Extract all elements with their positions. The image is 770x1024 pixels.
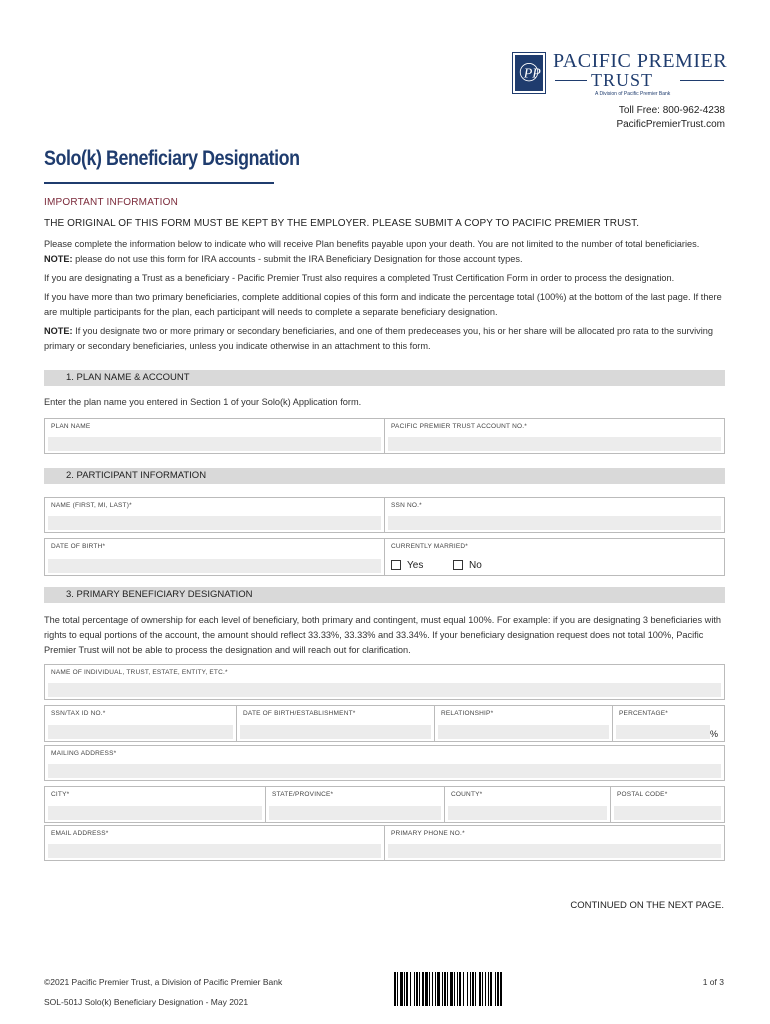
- beneficiary-relationship-field[interactable]: RELATIONSHIP*: [435, 706, 613, 741]
- info-paragraph-1: Please complete the information below to indicate who will receive Plan benefits payable upon your death. You are not limited to the number of total beneficiaries. NOTE: please do not use this form for IRA accounts - submit the IRA Beneficiary Designation for those account types.: [44, 239, 700, 264]
- title-underline: [44, 182, 274, 184]
- percent-sign: %: [709, 729, 718, 739]
- barcode-bar: [502, 972, 503, 1006]
- city-input[interactable]: [48, 806, 262, 820]
- beneficiary-dob-input[interactable]: [240, 725, 431, 739]
- postal-code-input[interactable]: [614, 806, 721, 820]
- page-number: 1 of 3: [702, 977, 724, 987]
- info-paragraph-3: If you have more than two primary beneficiaries, complete additional copies of this form and indicate the percentage total (100%) at the bottom of the last page. If there are multiple participants for the plan, each participant will needs to complete a separate beneficiary designation.: [44, 292, 722, 317]
- footer-copyright: ©2021 Pacific Premier Trust, a Division of Pacific Premier Bank: [44, 977, 283, 987]
- beneficiary-name-input[interactable]: [48, 683, 721, 697]
- beneficiary-ssn-input[interactable]: [48, 725, 233, 739]
- phone-input[interactable]: [388, 844, 721, 858]
- married-yes-option[interactable]: Yes: [391, 560, 423, 571]
- plan-name-input[interactable]: [48, 437, 381, 451]
- beneficiary-details-row: [44, 705, 725, 742]
- section-1-instruction: Enter the plan name you entered in Section 1 of your Solo(k) Application form.: [44, 397, 362, 407]
- toll-free-phone: Toll Free: 800-962-4238: [618, 105, 725, 116]
- email-field[interactable]: EMAIL ADDRESS*: [45, 826, 385, 860]
- continued-note: CONTINUED ON THE NEXT PAGE.: [570, 900, 724, 911]
- footer-form-id: SOL-501J Solo(k) Beneficiary Designation - May 2021: [44, 997, 249, 1007]
- participant-dob-input[interactable]: [48, 559, 381, 573]
- phone-field[interactable]: PRIMARY PHONE NO.*: [385, 826, 724, 860]
- currently-married-field: CURRENTLY MARRIED* Yes No: [391, 543, 482, 571]
- info-paragraph-4: NOTE: If you designate two or more primary or secondary beneficiaries, and one of them predeceases you, his or her share will be allocated pro rata to the surviving primary or secondary beneficiaries, unless you indicate otherwise in an attachment to this form.: [44, 326, 713, 351]
- county-field[interactable]: COUNTY*: [445, 787, 611, 822]
- beneficiary-ssn-field[interactable]: SSN/TAX ID NO.*: [45, 706, 237, 741]
- beneficiary-dob-field[interactable]: DATE OF BIRTH/ESTABLISHMENT*: [237, 706, 435, 741]
- married-yes-checkbox[interactable]: [391, 560, 401, 570]
- section-3-header: 3. PRIMARY BENEFICIARY DESIGNATION: [44, 587, 725, 603]
- beneficiary-name-row: [44, 664, 725, 700]
- beneficiary-relationship-input[interactable]: [438, 725, 609, 739]
- beneficiary-percentage-field[interactable]: PERCENTAGE* %: [613, 706, 724, 741]
- participant-name-field[interactable]: NAME (FIRST, MI, LAST)*: [45, 498, 385, 532]
- brand-subtitle: A Division of Pacific Premier Bank: [595, 91, 671, 97]
- page-title: Solo(k) Beneficiary Designation: [44, 147, 300, 170]
- important-heading: IMPORTANT INFORMATION: [44, 197, 179, 208]
- brand-name: PACIFIC PREMIER: [553, 50, 728, 72]
- plan-name-field[interactable]: PLAN NAME: [45, 419, 385, 453]
- city-field[interactable]: CITY*: [45, 787, 266, 822]
- plan-account-row: [44, 418, 725, 454]
- participant-dob-field[interactable]: DATE OF BIRTH*: [45, 539, 385, 575]
- website-link[interactable]: PacificPremierTrust.com: [616, 119, 725, 130]
- svg-text:PP: PP: [523, 66, 541, 82]
- county-input[interactable]: [448, 806, 607, 820]
- mailing-address-field[interactable]: MAILING ADDRESS*: [45, 746, 724, 780]
- city-state-row: [44, 786, 725, 823]
- state-input[interactable]: [269, 806, 441, 820]
- state-field[interactable]: STATE/PROVINCE*: [266, 787, 445, 822]
- logo-mark-icon: [515, 55, 543, 91]
- brand-divider-right: [680, 80, 724, 81]
- account-number-field[interactable]: PACIFIC PREMIER TRUST ACCOUNT NO.*: [385, 419, 724, 453]
- important-notice: THE ORIGINAL OF THIS FORM MUST BE KEPT BY THE EMPLOYER. PLEASE SUBMIT A COPY TO PACIFIC PREMIER TRUST.: [44, 218, 640, 229]
- participant-name-row: [44, 497, 725, 533]
- email-phone-row: [44, 825, 725, 861]
- postal-code-field[interactable]: POSTAL CODE*: [611, 787, 724, 822]
- married-no-option[interactable]: No: [453, 560, 482, 571]
- info-paragraph-2: If you are designating a Trust as a beneficiary - Pacific Premier Trust also requires a completed Trust Certification Form in order to process the designation.: [44, 273, 675, 283]
- section-2-header: 2. PARTICIPANT INFORMATION: [44, 468, 725, 484]
- contact-info: [616, 104, 725, 132]
- section-1-header: 1. PLAN NAME & ACCOUNT: [44, 370, 725, 386]
- mailing-address-row: [44, 745, 725, 781]
- mailing-address-input[interactable]: [48, 764, 721, 778]
- brand-divider-left: [555, 80, 587, 81]
- beneficiary-name-field[interactable]: NAME OF INDIVIDUAL, TRUST, ESTATE, ENTITY, ETC.*: [45, 665, 724, 699]
- account-number-input[interactable]: [388, 437, 721, 451]
- married-no-checkbox[interactable]: [453, 560, 463, 570]
- participant-ssn-field[interactable]: SSN NO.*: [385, 498, 724, 532]
- logo: [513, 53, 545, 93]
- participant-name-input[interactable]: [48, 516, 381, 530]
- brand-trust: TRUST: [591, 70, 654, 90]
- participant-dob-row: [44, 538, 725, 576]
- barcode: [394, 972, 606, 1006]
- email-input[interactable]: [48, 844, 381, 858]
- section-3-instruction: The total percentage of ownership for each level of beneficiary, both primary and contingent, must equal 100%. For example: if you are designating 3 beneficiaries with rights to equal portions of the account, the amount should reflect 33.33%, 33.33% and 33.34%. If your beneficiary designation request does not total 100%, Pacific Premier Trust will not be able to process the designation and will reach out for clarification.: [44, 615, 722, 655]
- beneficiary-percentage-input[interactable]: [616, 725, 710, 739]
- participant-ssn-input[interactable]: [388, 516, 721, 530]
